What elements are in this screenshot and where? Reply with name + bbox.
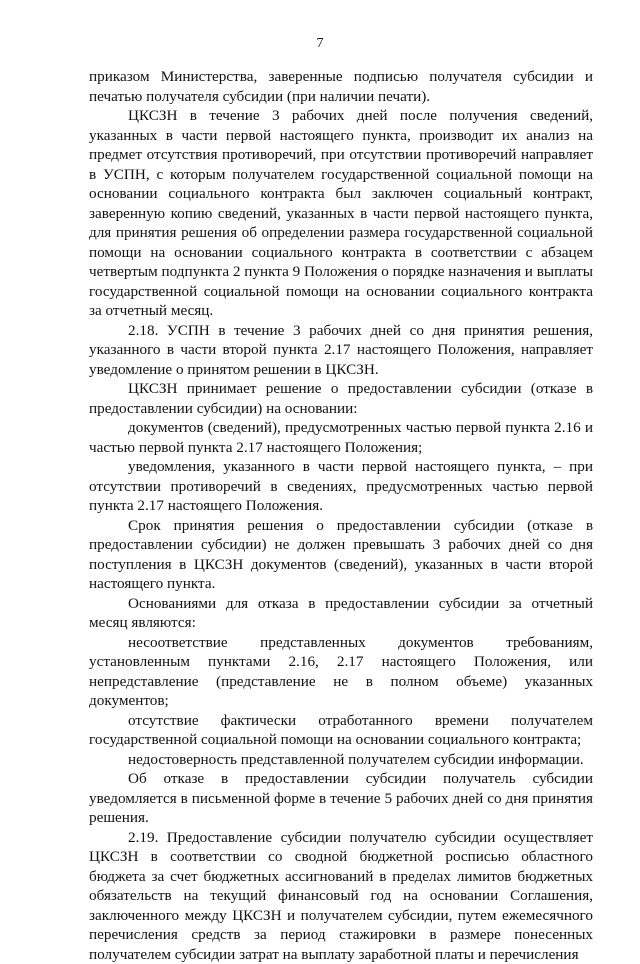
paragraph: уведомления, указанного в части первой настоящего пункта, – при отсутствии противоречий в сведениях, предусмотренных частью первой пункта 2.17 настоящего Положения. — [89, 457, 593, 516]
paragraph: 2.18. УСПН в течение 3 рабочих дней со дня принятия решения, указанного в части второй пункта 2.17 настоящего Положения, направляет уведомление о принятом решении в ЦКСЗН. — [89, 321, 593, 380]
paragraph: Срок принятия решения о предоставлении субсидии (отказе в предоставлении субсидии) не должен превышать 3 рабочих дней со дня поступления в ЦКСЗН документов (сведений), указанных в части второй настоящего пункта. — [89, 516, 593, 594]
paragraph: Об отказе в предоставлении субсидии получатель субсидии уведомляется в письменной форме в течение 5 рабочих дней со дня принятия решения. — [89, 769, 593, 828]
document-body — [89, 67, 593, 964]
paragraph: 2.19. Предоставление субсидии получателю субсидии осуществляет ЦКСЗН в соответствии со сводной бюджетной росписью областного бюджета за счет бюджетных ассигнований в пределах лимитов бюджетных обязательств на текущий финансовый год на основании Соглашения, заключенного между ЦКСЗН и получателем субсидии, путем ежемесячного перечисления средств за период стажировки в размере понесенных получателем субсидии затрат на выплату заработной платы и перечисления — [89, 828, 593, 964]
page-number: 7 — [0, 36, 640, 52]
paragraph: ЦКСЗН принимает решение о предоставлении субсидии (отказе в предоставлении субсидии) на основании: — [89, 379, 593, 418]
paragraph: ЦКСЗН в течение 3 рабочих дней после получения сведений, указанных в части первой настоящего пункта, производит их анализ на предмет отсутствия противоречий, при отсутствии противоречий направляет в УСПН, с которым получателем государственной социальной помощи на основании социального контракта был заключен социальный контракт, заверенную копию сведений, указанных в части первой настоящего пункта, для принятия решения об определении размера государственной социальной помощи на основании социального контракта в соответствии с абзацем четвертым подпункта 2 пункта 9 Положения о порядке назначения и выплаты государственной социальной помощи на основании социального контракта за отчетный месяц. — [89, 106, 593, 321]
paragraph: несоответствие представленных документов требованиям, установленным пунктами 2.16, 2.17 настоящего Положения, или непредставление (представление не в полном объеме) указанных документов; — [89, 633, 593, 711]
paragraph: приказом Министерства, заверенные подписью получателя субсидии и печатью получателя субсидии (при наличии печати). — [89, 67, 593, 106]
paragraph: отсутствие фактически отработанного времени получателем государственной социальной помощи на основании социального контракта; — [89, 711, 593, 750]
paragraph: Основаниями для отказа в предоставлении субсидии за отчетный месяц являются: — [89, 594, 593, 633]
paragraph: недостоверность представленной получателем субсидии информации. — [89, 750, 593, 770]
paragraph: документов (сведений), предусмотренных частью первой пункта 2.16 и частью первой пункта 2.17 настоящего Положения; — [89, 418, 593, 457]
